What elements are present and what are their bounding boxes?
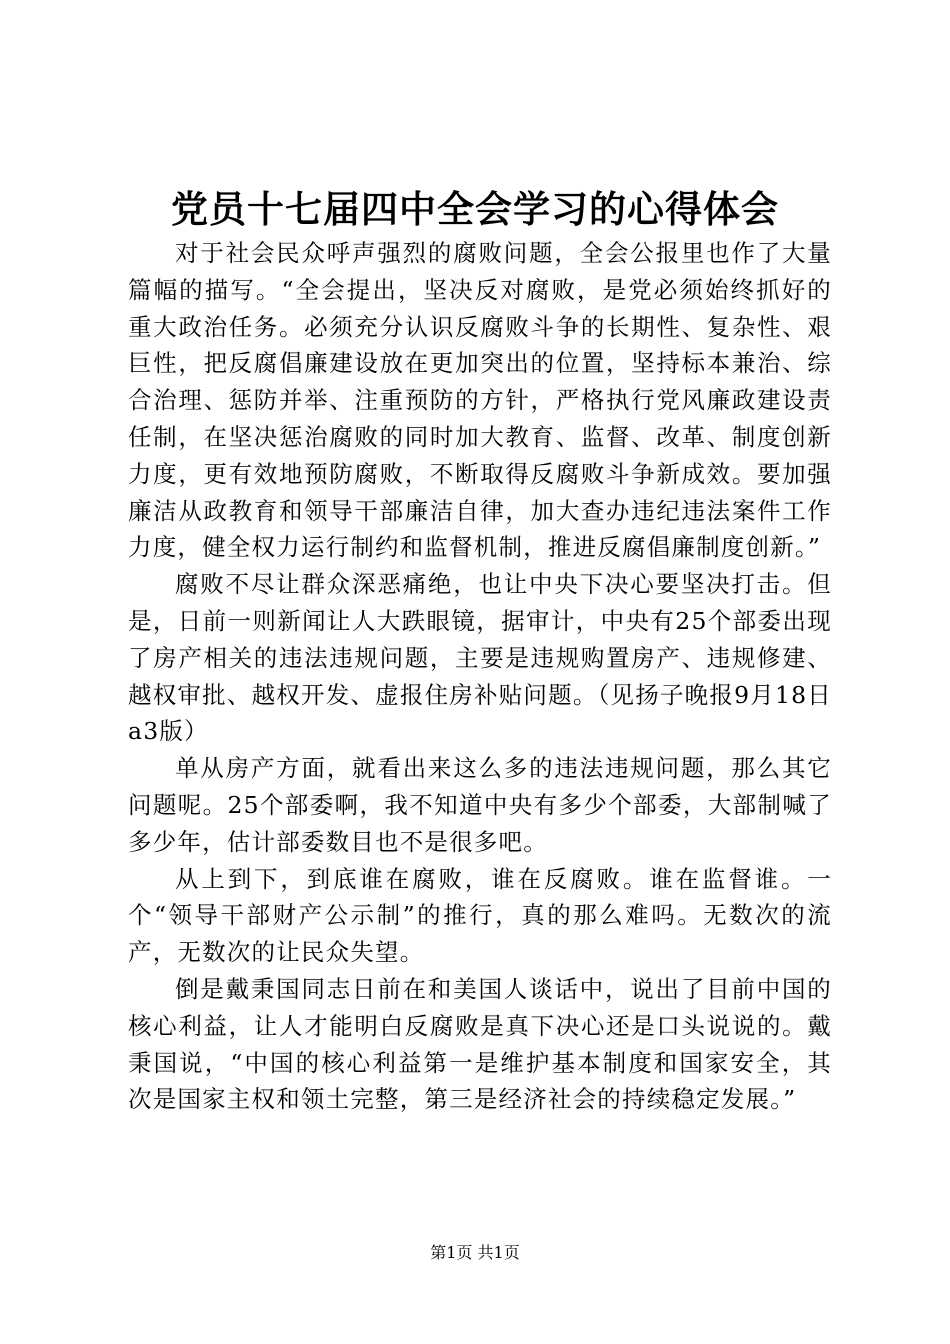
paragraph: 倒是戴秉国同志日前在和美国人谈话中，说出了目前中国的核心利益，让人才能明白反腐败是真下决心还是口头说说的。戴秉国说，“中国的核心利益第一是维护基本制度和国家安全，其次是国家主权和领土完整，第三是经济社会的持续稳定发展。” bbox=[128, 974, 832, 1114]
paragraph: 对于社会民众呼声强烈的腐败问题，全会公报里也作了大量篇幅的描写。“全会提出，坚决反对腐败，是党必须始终抓好的重大政治任务。必须充分认识反腐败斗争的长期性、复杂性、艰巨性，把反腐倡廉建设放在更加突出的位置，坚持标本兼治、综合治理、惩防并举、注重预防的方针，严格执行党风廉政建设责任制，在坚决惩治腐败的同时加大教育、监督、改革、制度创新力度，更有效地预防腐败，不断取得反腐败斗争新成效。要加强廉洁从政教育和领导干部廉洁自律，加大查办违纪违法案件工作力度，健全权力运行制约和监督机制，推进反腐倡廉制度创新。” bbox=[128, 239, 832, 562]
document-body bbox=[128, 235, 832, 1118]
paragraph: 从上到下，到底谁在腐败，谁在反腐败。谁在监督谁。一个“领导干部财产公示制”的推行，真的那么难吗。无数次的流产，无数次的让民众失望。 bbox=[128, 864, 832, 967]
document-title: 党员十七届四中全会学习的心得体会 bbox=[171, 187, 779, 231]
page-footer: 第1页 共1页 bbox=[430, 1243, 520, 1262]
paragraph: 单从房产方面，就看出来这么多的违法违规问题，那么其它问题呢。25个部委啊，我不知道中央有多少个部委，大部制喊了多少年，估计部委数目也不是很多吧。 bbox=[128, 754, 832, 856]
paragraph: 腐败不尽让群众深恶痛绝，也让中央下决心要坚决打击。但是，日前一则新闻让人大跌眼镜，据审计，中央有25个部委出现了房产相关的违法违规问题，主要是违规购置房产、违规修建、越权审批、越权开发、虚报住房补贴问题。（见扬子晚报9月18日a3版） bbox=[128, 570, 832, 746]
